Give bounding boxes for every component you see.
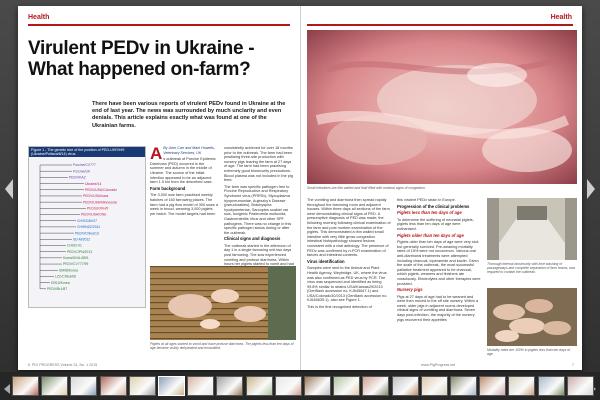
page-thumbnail[interactable] (304, 376, 331, 396)
tree-leaf-label: PEDV/JPN/2013 (67, 249, 93, 254)
lead-paragraph: s outbreak of Porcine Epidemic Diarrhoea (PED) occurred in the summer and autumn in the middle of Ukraine. The source of the initial infection appeared to be an adjacent farm 1.5 km from the described case. (150, 157, 216, 185)
column-1 (307, 198, 391, 312)
page-thumbnail[interactable] (41, 376, 68, 396)
page-thumbnail[interactable] (450, 376, 477, 396)
tree-leaf-label: PEDV/CV777/99 (63, 262, 89, 267)
page-thumbnail[interactable] (275, 376, 302, 396)
tree-leaf-label: Ukraine/14 (85, 181, 102, 186)
page-thumbnail[interactable] (246, 376, 273, 396)
tree-leaf-label: PEDV/China/13 (75, 231, 99, 236)
page-footer (421, 363, 455, 367)
tree-leaf-label: PEDV/USA/Ohio (81, 212, 107, 217)
tree-leaf-label: DR13/Korea (51, 280, 70, 285)
tree-leaf-label: Porcine/UK (73, 169, 91, 174)
col2-lead: this virulent PEDv strain in Europe. (397, 198, 456, 202)
tree-leaf-label: SM98/Korea (59, 268, 78, 273)
tree-leaf-label: CHGD-01 (67, 243, 82, 248)
page-thumbnail[interactable] (100, 376, 127, 396)
publication-footer: PIG PROGRESS Volume 31, No. 1 2015 (32, 363, 98, 367)
tree-leaf-label: LZC/China/06 (55, 274, 76, 279)
farm-background-text: The 3,000 sow farm practised weekly batches of 160 farrowing places. The farm had a pig flow model of 300 sows a week in brood, weaning 3,000 piglets per batch. The model targets had been (150, 193, 218, 216)
left-page[interactable] (18, 6, 300, 370)
chevron-left-icon (4, 179, 14, 199)
section-rule (28, 24, 290, 26)
page-thumbnail[interactable] (187, 376, 214, 396)
mortality-caption: Mortality rates are 100% in piglets less than ten days of age. (487, 348, 571, 357)
publication-footer: www.PigProgress.net (421, 363, 456, 367)
tree-leaf-label: CH/GSJIII/07 (77, 218, 97, 223)
progression-heading: Progression of the clinical problems (397, 203, 470, 209)
tree-leaf-label: PEDV/USA/Minnesota (83, 200, 117, 205)
tree-leaf-label: PEDV/KAZ (69, 175, 86, 180)
photo-caption: Piglets at all ages started to vomit and have profuse diarrhoea. The piglets less than ten days of age became visibly dehydrated and emaciated. (150, 342, 294, 351)
tree-leaf-label: Korea/KNU-0801 (63, 256, 89, 261)
page-thumbnail[interactable] (392, 376, 419, 396)
page-number: 7 (572, 363, 574, 367)
piglets-under-ten-heading: Piglets less than ten days of age (397, 210, 462, 216)
tree-leaf-label: PEDV/USA/Iowa (83, 194, 109, 199)
phylogenetic-tree-diagram (32, 161, 142, 301)
page-thumbnail[interactable] (508, 376, 535, 396)
farrowing-pen-photo (150, 266, 296, 340)
byline: By John Carr and Mark Howells, Veterinary Services, UK (163, 146, 215, 155)
piglets-under-ten-text: To determine the suffering of neonatal piglets, piglets less than ten days of age were euthanised. (397, 217, 474, 231)
intestines-photo (307, 30, 577, 184)
page-thumbnail[interactable] (421, 376, 448, 396)
section-tag: Health (550, 14, 572, 21)
spread-text: The vomiting and diarrhoea then spread rapidly throughout the farrowing room and adjacent houses. Within three days all sections of the farm were demonstrating clinical signs of PED. A presumptive diagnosis of PED was made; the following morning following clinical examination of the farm and post mortem examination of the piglets. This demonstrated a thin walled small intestine with very little gross congestion. Intestinal histopathology showed lesions consistent with a viral aetiology. The presence of PEDv was confirmed by rt-PCR examination of faeces and intestinal contents. (307, 198, 391, 258)
tree-leaf-label: PEDV/Br1/87 (47, 287, 68, 292)
page-thumbnail[interactable] (362, 376, 389, 396)
lime-wash-caption: Thorough internal biosecurity with lime washing of passageways and complete separation of farm teams, was required to contain the outbreak. (487, 262, 576, 275)
article-intro: There have been various reports of virulent PEDv found in Ukraine at the end of last year. The news was surrounded by much unclarity and even denials. This article explains exactly what was found at one of the Ukrainian farms. (92, 101, 286, 129)
column-1 (150, 146, 218, 218)
page-thumbnail[interactable] (567, 376, 594, 396)
nursery-pigs-text: Pigs at 27 days of age had to be weaned and were then moved to the off site nursery. Within a week, older pigs in adjacent rooms developed clinical signs of vomiting and diarrhoea. Seven days post-infection, the majority of the nursery pigs recovered their appetites (397, 294, 479, 322)
top-photo-caption: Small intestines are thin walled and fluid filled with minimal signs of congestion. (307, 186, 426, 190)
col2-text-2: The farm was specific pathogen free to Porcine Reproductive and Respiratory Syndrome virus (PRRSv), Mycoplasma hyopneumoniae, Aujeszky's Disease (pseudorabies), Brachyspira hyodysenteriae, Sarcoptes scabiei var suis, toxigenic Pasteurella multocida, Gastroenteritis Virus and other SPF pathogens. There was no change in this specific pathogen status during or after the outbreak. (224, 184, 292, 235)
right-page[interactable] (300, 6, 582, 370)
page-thumbnail[interactable] (538, 376, 565, 396)
column-2 (224, 146, 294, 273)
piglets-over-ten-text: Piglets older than ten days of age were very sick but generally survived. Pre-weaning mortality rates of 15% were not uncommon. Various oral anti-diarrhoeal treatments were attempted including charcoal, loperamide and kaolin. Given the scale of the outbreak, the most successful palliative treatment appeared to be charcoal, which piglets, weaners and finishers ate voraciously. Electrolytes and other therapies were provided. (397, 240, 481, 286)
page-spread[interactable] (18, 6, 582, 370)
nursery-pigs-heading: Nursery pigs (397, 287, 423, 293)
chevron-right-icon (586, 179, 596, 199)
farm-background-heading: Farm background (150, 185, 186, 191)
page-footer (28, 363, 97, 367)
section-rule (307, 24, 573, 26)
figure-1-phylogenetic-tree (28, 146, 146, 308)
piglets-over-ten-heading: Piglets older than ten days of age (397, 232, 464, 238)
section-tag: Health (28, 14, 50, 21)
page-thumbnail[interactable] (158, 376, 185, 396)
page-thumbnail[interactable] (70, 376, 97, 396)
figure-title: Figure 1 - The genetic tree of the position of PED-UKR/H/9 (Ukraine/Poltava/8/14) virus. (29, 147, 145, 157)
page-thumbnail[interactable] (12, 376, 39, 396)
page-thumbnail[interactable] (333, 376, 360, 396)
page-thumbnail[interactable] (129, 376, 156, 396)
page-number: 6 (28, 363, 30, 367)
virus-identification-text: Samples were sent to the Animal and Plant Health Agency, Weybridge, UK, where the virus was also confirmed as PED virus by PCR. The virus was sequenced and identified as being 99.8% similar to strains USA/Kansas29/2013 (GenBank accession no. KJ645647.1) and USA/Colorado30/2013 (GenBank accession no. KJ645635.1), also see Figure 1. (307, 266, 388, 303)
thumbnail-strip[interactable] (0, 372, 600, 400)
tree-leaf-label: PED/UKR/H/9 (87, 206, 109, 211)
next-page-arrow[interactable] (584, 175, 598, 203)
page-thumbnail[interactable] (479, 376, 506, 396)
clinical-signs-heading: Clinical signs and diagnosis (224, 236, 281, 242)
column-2 (397, 198, 481, 324)
virus-identification-heading: Virus identification (307, 258, 345, 264)
tree-leaf-label: PEDV/USA/Colorado (85, 187, 117, 192)
lime-wash-photo (487, 198, 577, 260)
col2-text-1: consistently achieved for over 18 months prior to the outbreak. The farm had been practising three-site production with nursery pigs leaving the farm at 27 days of age. The farm had been practising extremely good biosecurity precautions. Blood plasma was not included in the pig feed. (224, 146, 293, 183)
col2-text-3: The outbreak started in the afternoon of day 1 in a single farrowing unit two days post farrowing. The sow experienced vomiting and profuse diarrhoea. Within hours her piglets started to vomit and had (224, 243, 294, 267)
drop-cap: A (150, 144, 163, 163)
mortality-photo (487, 288, 577, 346)
page-thumbnail[interactable] (216, 376, 243, 396)
tree-leaf-label: SD-M/2012 (73, 237, 91, 242)
article-title: Virulent PEDv in Ukraine - What happened on-farm? (28, 38, 255, 80)
thumb-scroll-left-icon[interactable] (3, 381, 11, 391)
previous-page-arrow[interactable] (2, 175, 16, 203)
tree-leaf-label: Porcine/CV777 (73, 163, 96, 168)
tree-leaf-label: CH/HNZZ/2011 (77, 225, 101, 230)
first-detection-text: This is the first recognised detection of (307, 305, 372, 310)
